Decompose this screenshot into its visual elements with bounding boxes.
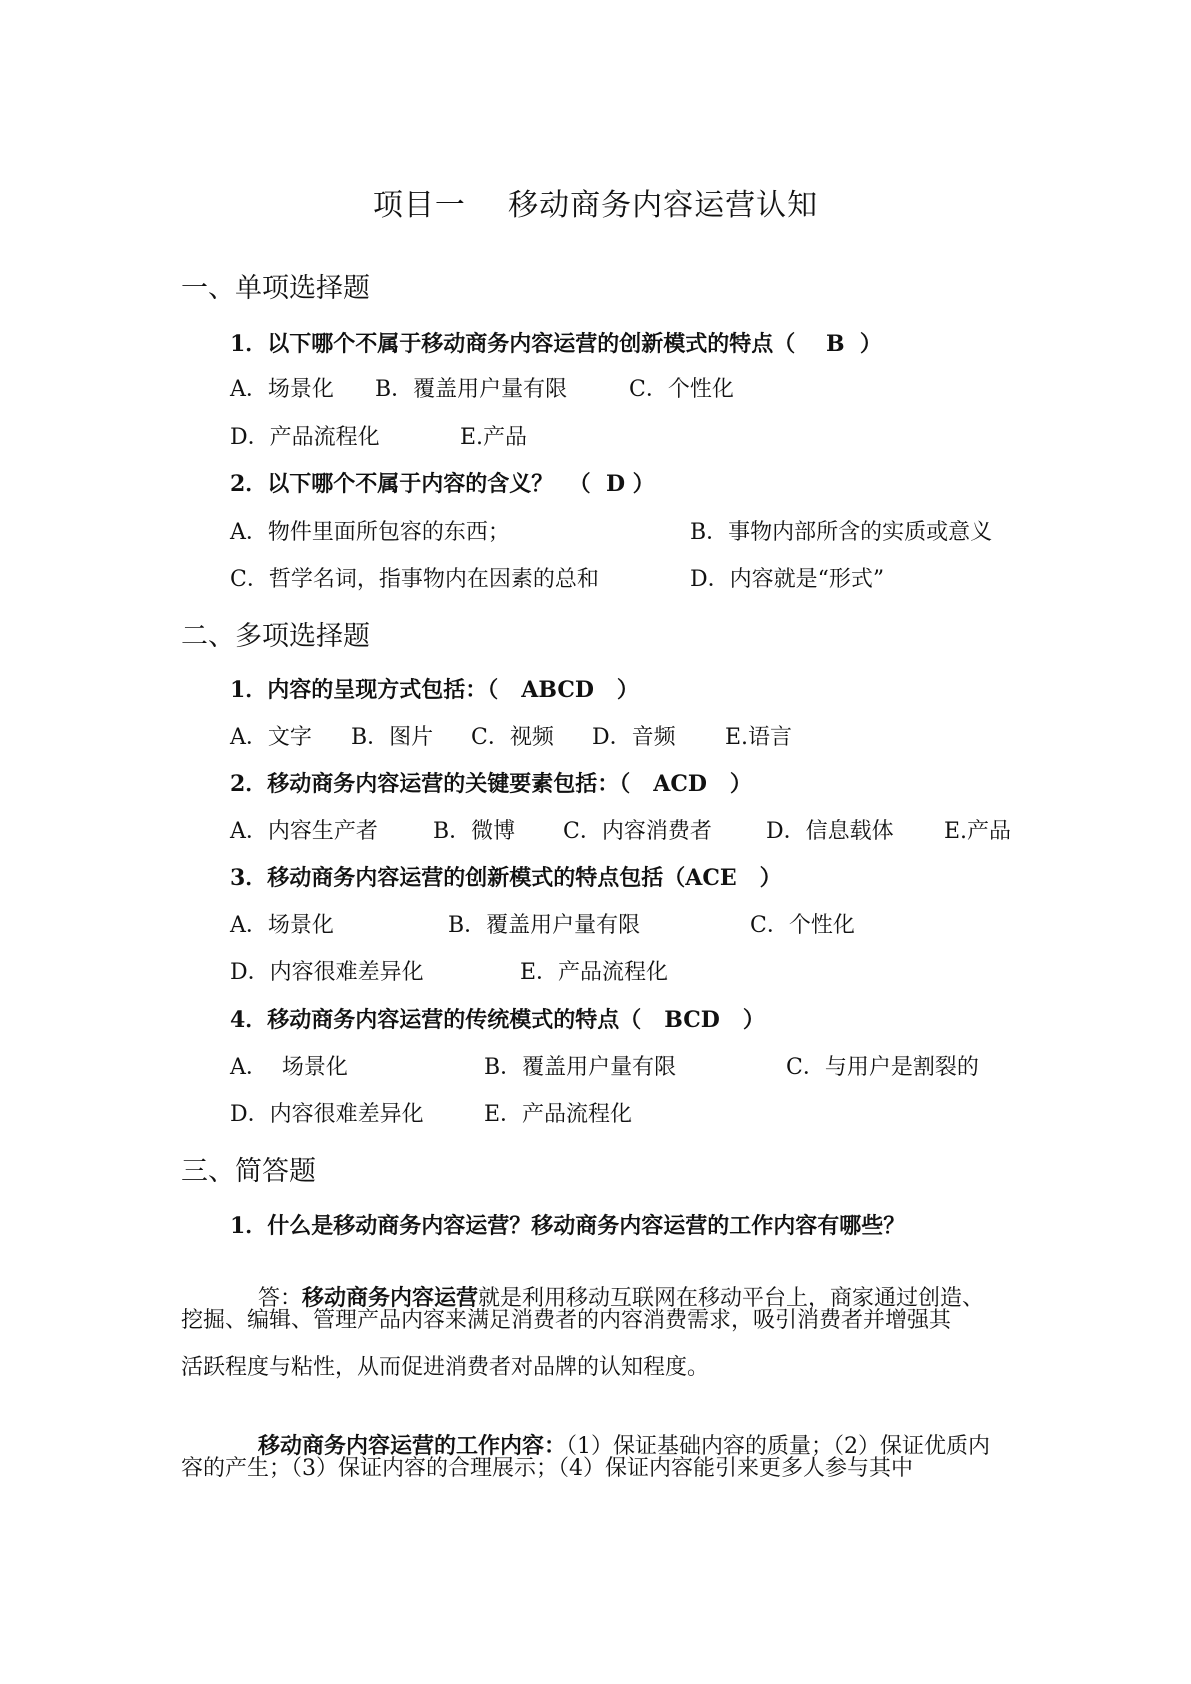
multi-q3-option-c: C．个性化 bbox=[750, 913, 855, 938]
answer-paragraph-line-3: 活跃程度与粘性，从而促进消费者对品牌的认知程度。 bbox=[181, 1355, 710, 1380]
single-q2-option-b: B．事物内部所含的实质或意义 bbox=[690, 520, 993, 545]
single-q1-option-c: C．个性化 bbox=[629, 377, 734, 402]
single-question-1: 1．以下哪个不属于移动商务内容运营的创新模式的特点（ B ） bbox=[230, 331, 882, 357]
multi-question-3: 3．移动商务内容运营的创新模式的特点包括（ACE ） bbox=[230, 865, 782, 891]
multi-q1-option-d: D．音频 bbox=[592, 725, 676, 750]
multi-q4-option-e: E．产品流程化 bbox=[484, 1102, 633, 1127]
multi-q1-option-a: A．文字 bbox=[230, 725, 312, 750]
multi-q4-option-c: C．与用户是割裂的 bbox=[786, 1055, 979, 1080]
answer-line1-text: 就是利用移动互联网在移动平台上，商家通过创造、 bbox=[478, 1286, 985, 1311]
work-content-line-2: 容的产生；（3）保证内容的合理展示；（4）保证内容能引来更多人参与其中 bbox=[181, 1456, 913, 1481]
multi-q3-option-b: B．覆盖用户量有限 bbox=[448, 913, 641, 938]
multi-question-1: 1．内容的呈现方式包括：（ ABCD ） bbox=[230, 677, 639, 703]
multi-q1-option-e: E.语言 bbox=[725, 725, 793, 750]
section-heading-multiple-choice: 二、多项选择题 bbox=[181, 621, 370, 652]
single-q1-option-b: B．覆盖用户量有限 bbox=[375, 377, 568, 402]
single-q1-option-e: E.产品 bbox=[460, 425, 528, 450]
answer-term: 移动商务内容运营 bbox=[302, 1285, 479, 1311]
single-q1-option-d: D．产品流程化 bbox=[230, 425, 380, 450]
section-heading-single-choice: 一、单项选择题 bbox=[181, 273, 370, 304]
answer-paragraph-line-2: 挖掘、编辑、管理产品内容来满足消费者的内容消费需求，吸引消费者并增强其 bbox=[181, 1308, 952, 1333]
multi-q3-option-d: D．内容很难差异化 bbox=[230, 960, 424, 985]
multi-q4-option-d: D．内容很难差异化 bbox=[230, 1102, 424, 1127]
multi-q4-option-a: A． 场景化 bbox=[230, 1055, 348, 1080]
single-q2-option-c: C．哲学名词，指事物内在因素的总和 bbox=[230, 567, 599, 592]
multi-q2-option-a: A．内容生产者 bbox=[230, 819, 378, 844]
multi-question-4: 4．移动商务内容运营的传统模式的特点（ BCD ） bbox=[230, 1007, 765, 1033]
multi-q1-option-c: C．视频 bbox=[471, 725, 554, 750]
single-q1-option-a: A．场景化 bbox=[230, 377, 334, 402]
multi-q1-option-b: B．图片 bbox=[351, 725, 434, 750]
short-question-1: 1．什么是移动商务内容运营？移动商务内容运营的工作内容有哪些？ bbox=[230, 1213, 906, 1239]
section-heading-short-answer: 三、简答题 bbox=[181, 1156, 316, 1187]
single-q2-option-a: A．物件里面所包容的东西； bbox=[230, 520, 510, 545]
single-q2-option-d: D．内容就是“形式” bbox=[690, 567, 885, 592]
multi-q4-option-b: B．覆盖用户量有限 bbox=[484, 1055, 677, 1080]
single-question-2: 2．以下哪个不属于内容的含义？ （ D ） bbox=[230, 471, 655, 497]
multi-question-2: 2．移动商务内容运营的关键要素包括：（ ACD ） bbox=[230, 771, 752, 797]
work-content-label: 移动商务内容运营的工作内容： bbox=[257, 1433, 566, 1459]
work-content-line1-text: （1）保证基础内容的质量；（2）保证优质内 bbox=[566, 1434, 990, 1459]
page-title: 项目一 移动商务内容运营认知 bbox=[372, 188, 819, 223]
multi-q3-option-e: E．产品流程化 bbox=[520, 960, 669, 985]
answer-prefix: 答： bbox=[257, 1286, 302, 1311]
multi-q3-option-a: A．场景化 bbox=[230, 913, 334, 938]
multi-q2-option-b: B．微博 bbox=[433, 819, 516, 844]
multi-q2-option-c: C．内容消费者 bbox=[563, 819, 712, 844]
multi-q2-option-d: D．信息载体 bbox=[766, 819, 894, 844]
multi-q2-option-e: E.产品 bbox=[944, 819, 1012, 844]
